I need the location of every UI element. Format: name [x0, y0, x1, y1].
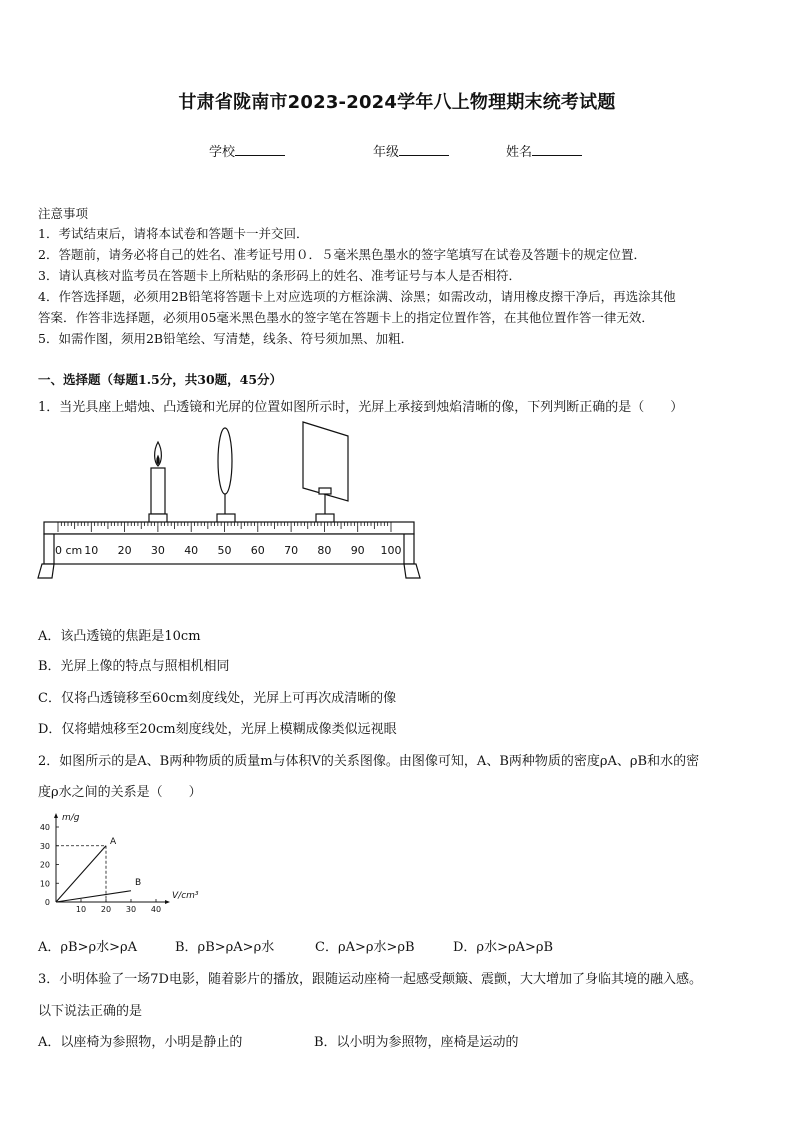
ruler-label: 0 cm [55, 544, 83, 557]
ruler-label: 90 [350, 544, 365, 557]
series-label-B: B [135, 877, 142, 888]
ruler-label: 40 [184, 544, 199, 557]
question-2-stem-line1: 2．如图所示的是A、B两种物质的质量m与体积V的关系图像。由图像可知，A、B两种物质的密度ρA、ρB和水的密 [38, 754, 700, 769]
grade-field [373, 141, 449, 160]
notice-item: 2．答题前，请务必将自己的姓名、准考证号用０．５毫米黑色墨水的签字笔填写在试卷及答题卡的规定位置． [38, 247, 646, 262]
y-tick-label: 40 [39, 823, 50, 832]
notice-item: 答案．作答非选择题，必须用05毫米黑色墨水的签字笔在答题卡上的指定位置作答，在其他位置作答一律无效． [38, 310, 654, 325]
question-3-stem-line2: 以下说法正确的是 [38, 1004, 143, 1019]
x-axis-label: V/cm³ [172, 891, 199, 901]
candle-icon [151, 468, 165, 514]
series-label-A: A [110, 836, 117, 847]
y-axis-label: m/g [62, 813, 80, 823]
y-tick-label: 0 [44, 898, 50, 907]
ruler-label: 30 [150, 544, 165, 557]
notice-item: 3．请认真核对监考员在答题卡上所粘贴的条形码上的姓名、准考证号与本人是否相符． [38, 268, 521, 283]
grade-blank[interactable] [399, 143, 449, 156]
grade-label: 年级 [373, 145, 400, 160]
series-line-B [56, 891, 131, 902]
name-field [506, 141, 582, 160]
question-1-stem: 1．当光具座上蜡烛、凸透镜和光屏的位置如图所示时，光屏上承接到烛焰清晰的像，下列判断正确的是（ ） [38, 400, 684, 415]
q1-option-c[interactable]: C．仅将凸透镜移至60cm刻度线处，光屏上可再次成清晰的像 [38, 691, 397, 706]
y-tick-label: 30 [39, 841, 50, 851]
school-field [209, 141, 285, 160]
y-axis-arrow [54, 813, 58, 818]
q2-option-b[interactable]: B．ρB>ρA>ρ水 [175, 940, 275, 955]
series-line-A [56, 846, 106, 902]
question-3-stem-line1: 3．小明体验了一场7D电影，随着影片的播放，跟随运动座椅一起感受颠簸、震颤，大大增加了身临其境的融入感。 [38, 972, 702, 987]
ruler-label: 70 [284, 544, 299, 557]
ruler-label: 10 [84, 544, 99, 557]
ruler-label: 60 [250, 544, 265, 557]
name-label: 姓名 [506, 145, 533, 160]
q1-option-d[interactable]: D．仅将蜡烛移至20cm刻度线处，光屏上模糊成像类似远视眼 [38, 722, 397, 737]
mass-volume-chart [30, 810, 200, 918]
y-tick-label: 10 [39, 879, 50, 889]
notice-item: 1．考试结束后，请将本试卷和答题卡一并交回． [38, 226, 309, 241]
school-blank[interactable] [235, 143, 285, 156]
notice-item: 5．如需作图，须用2B铅笔绘、写清楚，线条、符号须加黑、加粗． [38, 331, 414, 346]
school-label: 学校 [209, 145, 236, 160]
q1-option-a[interactable]: A．该凸透镜的焦距是10cm [38, 629, 201, 644]
q1-option-b[interactable]: B．光屏上像的特点与照相机相同 [38, 659, 230, 674]
x-axis-arrow [165, 900, 170, 904]
page-title: 甘肃省陇南市2023-2024学年八上物理期末统考试题 [178, 92, 616, 113]
q2-option-c[interactable]: C．ρA>ρ水>ρB [315, 940, 415, 955]
q3-option-b[interactable]: B．以小明为参照物，座椅是运动的 [314, 1035, 519, 1050]
notice-heading: 注意事项 [38, 206, 89, 221]
ruler-label: 100 [380, 544, 402, 557]
convex-lens-icon [218, 428, 232, 494]
q2-option-d[interactable]: D．ρ水>ρA>ρB [453, 940, 554, 955]
question-2-stem-line2: 度ρ水之间的关系是（ ） [38, 785, 202, 800]
q2-option-a[interactable]: A．ρB>ρ水>ρA [38, 940, 138, 955]
x-tick-label: 30 [125, 905, 137, 914]
q3-option-a[interactable]: A．以座椅为参照物，小明是静止的 [38, 1035, 243, 1050]
notice-item: 4．作答选择题，必须用2B铅笔将答题卡上对应选项的方框涂满、涂黑；如需改动，请用橡皮擦干净后，再选涂其他 [38, 289, 676, 304]
name-blank[interactable] [532, 143, 582, 156]
x-tick-label: 20 [100, 905, 112, 914]
ruler-label: 80 [317, 544, 332, 557]
ruler-label: 50 [217, 544, 232, 557]
ruler-label: 20 [117, 544, 132, 557]
optical-bench-figure [36, 418, 426, 584]
y-tick-label: 20 [39, 860, 50, 870]
section-heading: 一、选择题（每题1.5分，共30题，45分） [38, 372, 283, 387]
x-tick-label: 40 [150, 905, 162, 914]
x-tick-label: 10 [75, 905, 87, 914]
